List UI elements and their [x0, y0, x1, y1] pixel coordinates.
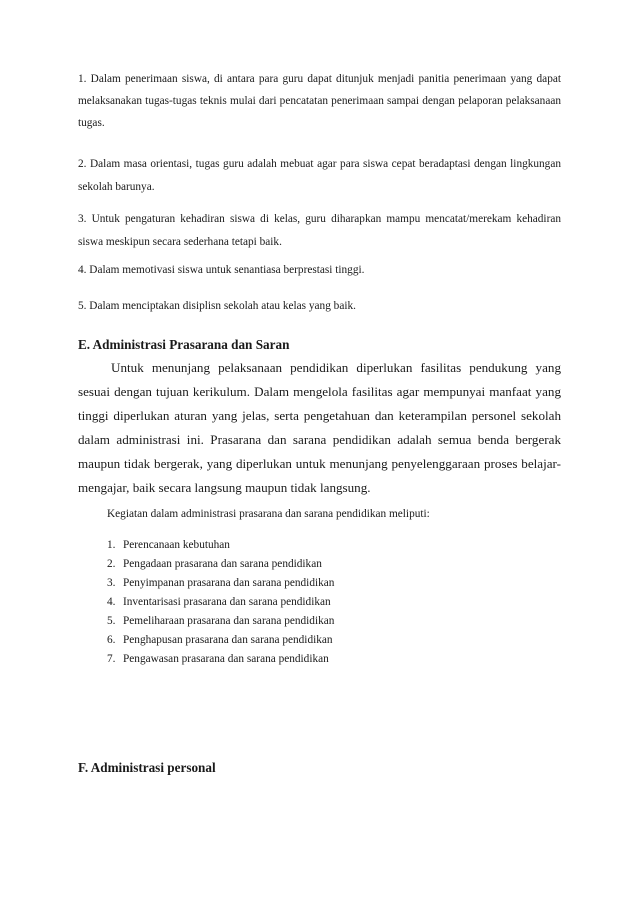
list-item-text: Inventarisasi prasarana dan sarana pendidikan	[123, 596, 331, 608]
list-item	[107, 593, 334, 612]
list-item	[107, 574, 334, 593]
section-e-list-intro: Kegiatan dalam administrasi prasarana dan sarana pendidikan meliputi:	[107, 508, 430, 520]
section-e-heading: E. Administrasi Prasarana dan Saran	[78, 337, 290, 352]
list-item-number: 6.	[107, 634, 116, 646]
list-item-text: Perencanaan kebutuhan	[123, 539, 230, 551]
list-item-number: 5.	[107, 615, 116, 627]
list-item	[107, 650, 334, 669]
list-item-text: Pemeliharaan prasarana dan sarana pendidikan	[123, 615, 335, 627]
list-item-number: 4.	[107, 596, 116, 608]
paragraph-3: 3. Untuk pengaturan kehadiran siswa di kelas, guru diharapkan mampu mencatat/merekam kehadiran siswa meskipun secara sederhana tetapi baik.	[78, 213, 561, 248]
list-item-number: 7.	[107, 653, 116, 665]
activity-list	[107, 536, 334, 669]
section-e-body: Untuk menunjang pelaksanaan pendidikan diperlukan fasilitas pendukung yang sesuai dengan tujuan kerikulum. Dalam mengelola fasilitas agar mempunyai manfaat yang tinggi diperlukan aturan yang jelas, serta pengetahuan dan keterampilan personel sekolah dalam administrasi ini. Prasarana dan sarana pendidikan adalah semua benda bergerak maupun tidak bergerak, yang diperlukan untuk menunjang penyelenggaraan proses belajar-mengajar, baik secara langsung maupun tidak langsung.	[78, 360, 561, 495]
list-item-number: 1.	[107, 539, 116, 551]
list-item	[107, 631, 334, 650]
list-item-text: Penghapusan prasarana dan sarana pendidikan	[123, 634, 333, 646]
list-item-number: 3.	[107, 577, 116, 589]
list-item-text: Pengawasan prasarana dan sarana pendidikan	[123, 653, 329, 665]
paragraph-5: 5. Dalam menciptakan disiplisn sekolah atau kelas yang baik.	[78, 300, 356, 312]
section-f-heading: F. Administrasi personal	[78, 760, 216, 775]
list-item-number: 2.	[107, 558, 116, 570]
list-item-text: Pengadaan prasarana dan sarana pendidikan	[123, 558, 322, 570]
paragraph-1: 1. Dalam penerimaan siswa, di antara para guru dapat ditunjuk menjadi panitia penerimaan yang dapat melaksanakan tugas-tugas teknis mulai dari pencatatan penerimaan sampai dengan pelaporan pelaksanaan tugas.	[78, 73, 561, 129]
list-item	[107, 555, 334, 574]
list-item	[107, 536, 334, 555]
paragraph-2: 2. Dalam masa orientasi, tugas guru adalah mebuat agar para siswa cepat beradaptasi dengan lingkungan sekolah barunya.	[78, 158, 561, 193]
list-item	[107, 612, 334, 631]
paragraph-4: 4. Dalam memotivasi siswa untuk senantiasa berprestasi tinggi.	[78, 264, 365, 276]
list-item-text: Penyimpanan prasarana dan sarana pendidikan	[123, 577, 335, 589]
